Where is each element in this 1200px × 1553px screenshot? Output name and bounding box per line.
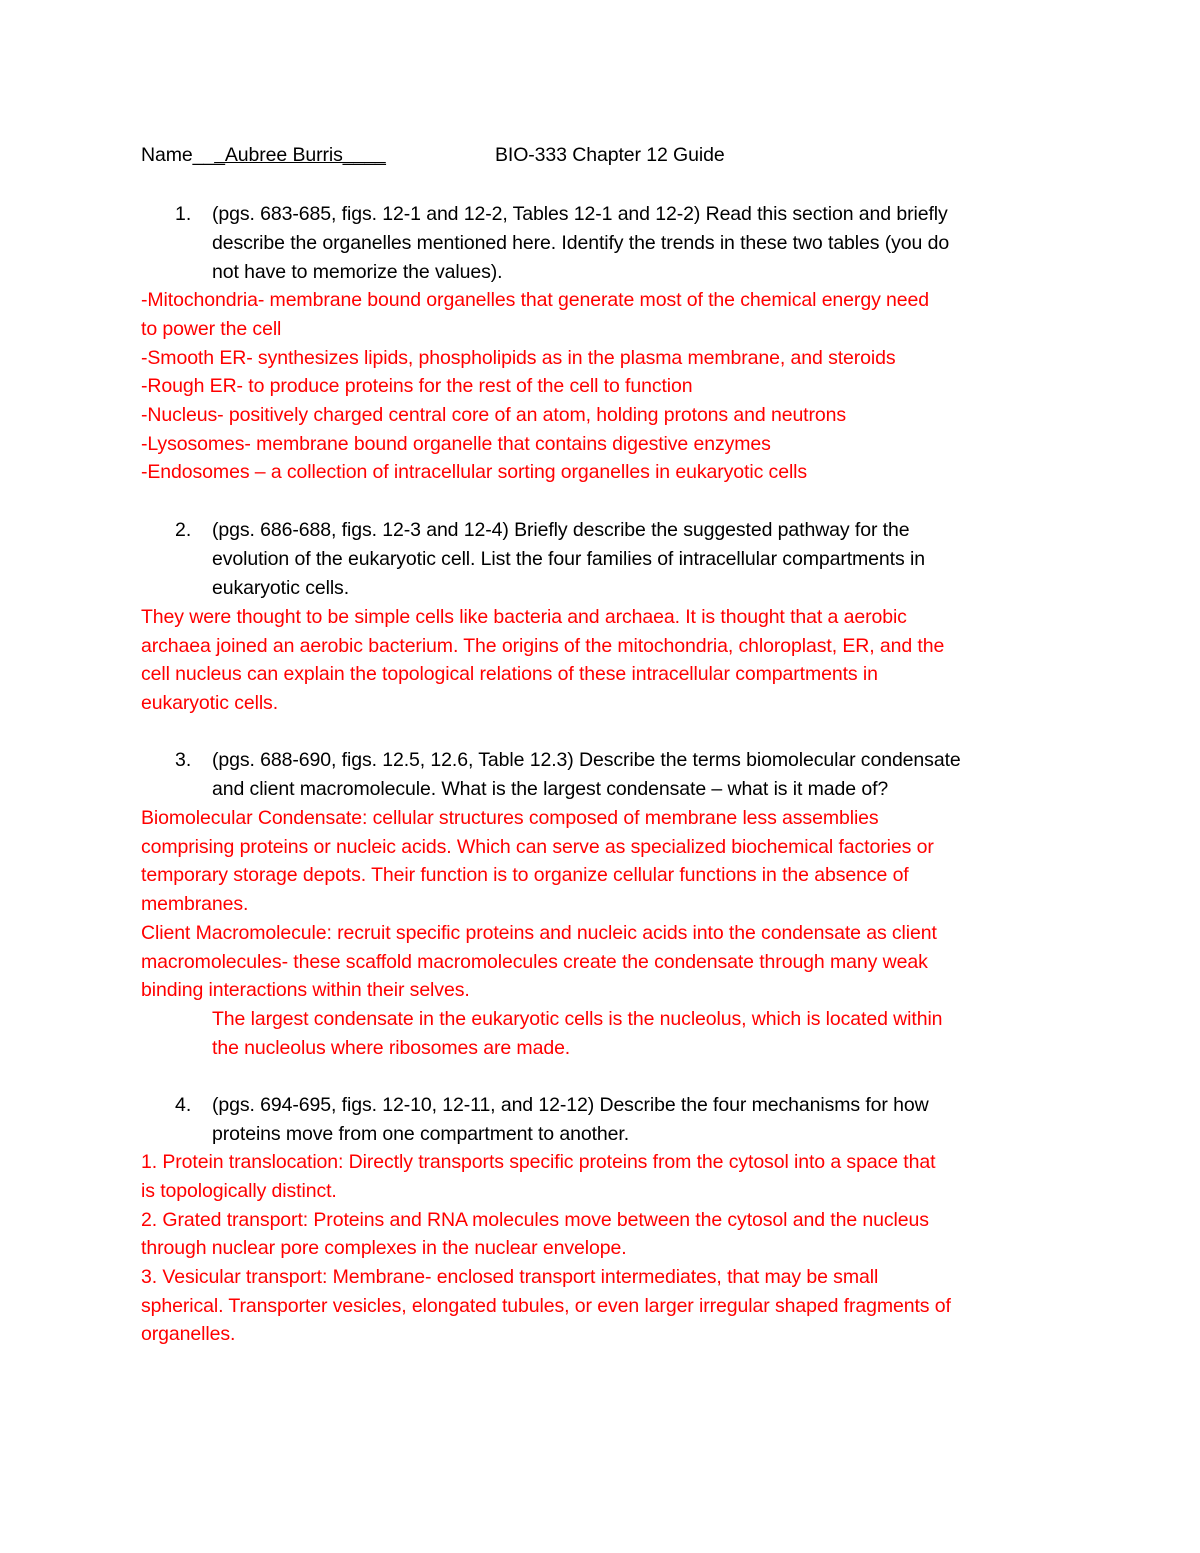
answer-line: binding interactions within their selves. (141, 979, 470, 1001)
question-prompt-line: (pgs. 686-688, figs. 12-3 and 12-4) Briefly describe the suggested pathway for the (212, 519, 910, 541)
question-prompt-line: (pgs. 688-690, figs. 12.5, 12.6, Table 12.3) Describe the terms biomolecular condensate (212, 749, 961, 771)
question-prompt-line: not have to memorize the values). (212, 261, 503, 283)
indented-answer-line: The largest condensate in the eukaryotic cells is the nucleolus, which is located within (212, 1008, 943, 1030)
indented-answer-line: the nucleolus where ribosomes are made. (212, 1037, 571, 1059)
answer-line: -Lysosomes- membrane bound organelle that contains digestive enzymes (141, 433, 771, 455)
answer-line: macromolecules- these scaffold macromolecules create the condensate through many weak (141, 951, 928, 973)
answer-line: cell nucleus can explain the topological relations of these intracellular compartments in (141, 663, 878, 685)
answer-line: -Nucleus- positively charged central core of an atom, holding protons and neutrons (141, 404, 847, 426)
question-prompt-line: describe the organelles mentioned here. Identify the trends in these two tables (you do (212, 232, 950, 254)
answer-line: archaea joined an aerobic bacterium. The origins of the mitochondria, chloroplast, ER, and the (141, 635, 945, 657)
question-prompt-line: evolution of the eukaryotic cell. List the four families of intracellular compartments in (212, 548, 925, 570)
question-prompt-line: (pgs. 683-685, figs. 12-1 and 12-2, Tables 12-1 and 12-2) Read this section and briefly (212, 203, 948, 225)
question-prompt-line: and client macromolecule. What is the largest condensate – what is it made of? (212, 778, 889, 800)
answer-line: eukaryotic cells. (141, 692, 279, 714)
question-prompt-line: (pgs. 694-695, figs. 12-10, 12-11, and 12-12) Describe the four mechanisms for how (212, 1094, 929, 1116)
header-line (141, 141, 386, 170)
answer-line: -Smooth ER- synthesizes lipids, phospholipids as in the plasma membrane, and steroids (141, 347, 896, 369)
answer-line: -Rough ER- to produce proteins for the rest of the cell to function (141, 375, 693, 397)
question-prompt-line: eukaryotic cells. (212, 577, 350, 599)
answer-line: to power the cell (141, 318, 282, 340)
answer-line: 1. Protein translocation: Directly transports specific proteins from the cytosol into a space that (141, 1151, 936, 1173)
question-number: 2. (175, 519, 192, 541)
question-prompt-line: proteins move from one compartment to another. (212, 1123, 630, 1145)
answer-line: 3. Vesicular transport: Membrane- enclosed transport intermediates, that may be small (141, 1266, 879, 1288)
answer-line: organelles. (141, 1323, 236, 1345)
answer-line: Client Macromolecule: recruit specific proteins and nucleic acids into the condensate as client (141, 922, 937, 944)
answer-line: -Mitochondria- membrane bound organelles that generate most of the chemical energy need (141, 289, 930, 311)
answer-line: spherical. Transporter vesicles, elongated tubules, or even larger irregular shaped fragments of (141, 1295, 951, 1317)
course-title: BIO-333 Chapter 12 Guide (495, 144, 725, 166)
question-number: 4. (175, 1094, 192, 1116)
answer-line: 2. Grated transport: Proteins and RNA molecules move between the cytosol and the nucleus (141, 1209, 929, 1231)
question-number: 3. (175, 749, 192, 771)
answer-line: temporary storage depots. Their function is to organize cellular functions in the absence of (141, 864, 909, 886)
name-label: Name__ (141, 144, 215, 166)
answer-line: comprising proteins or nucleic acids. Which can serve as specialized biochemical factories or (141, 836, 934, 858)
answer-line: Biomolecular Condensate: cellular structures composed of membrane less assemblies (141, 807, 879, 829)
answer-line: They were thought to be simple cells like bacteria and archaea. It is thought that a aerobic (141, 606, 907, 628)
answer-line: membranes. (141, 893, 249, 915)
student-name: _Aubree Burris____ (214, 144, 386, 166)
question-number: 1. (175, 203, 192, 225)
answer-line: through nuclear pore complexes in the nuclear envelope. (141, 1237, 627, 1259)
answer-line: is topologically distinct. (141, 1180, 337, 1202)
answer-line: -Endosomes – a collection of intracellular sorting organelles in eukaryotic cells (141, 461, 808, 483)
